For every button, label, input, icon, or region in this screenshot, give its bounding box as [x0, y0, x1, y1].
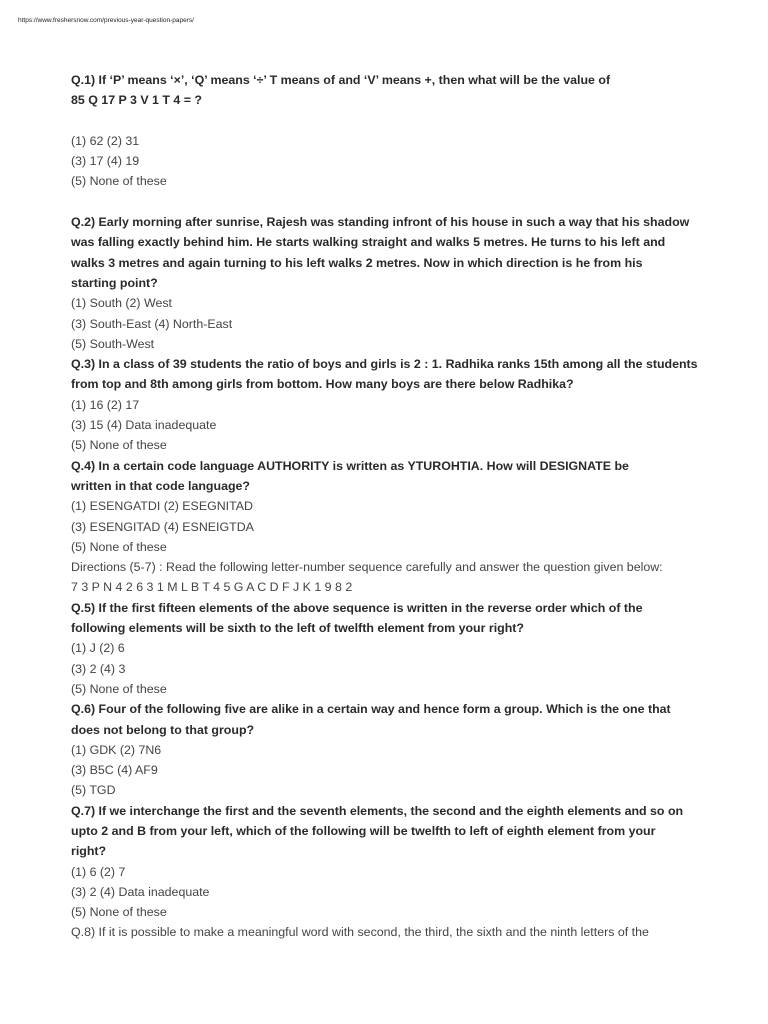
question-line: Q.7) If we interchange the first and the seventh elements, the second and the eighth elements and so on [71, 803, 684, 818]
question-line: Q.6) Four of the following five are alike in a certain way and hence form a group. Which is the one that [71, 702, 671, 717]
text-line: (3) 2 (4) 3 [71, 661, 126, 676]
page-url: https://www.freshersnow.com/previous-year-question-papers/ [18, 17, 194, 24]
text-line: (3) B5C (4) AF9 [71, 763, 158, 778]
question-line: was falling exactly behind him. He starts walking straight and walks 5 metres. He turns to his left and [71, 235, 666, 250]
question-line: Q.3) In a class of 39 students the ratio of boys and girls is 2 : 1. Radhika ranks 15th among all the students [71, 357, 698, 372]
blank-line [71, 192, 701, 212]
question-line: 85 Q 17 P 3 V 1 T 4 = ? [71, 93, 202, 108]
question-line: written in that code language? [71, 478, 250, 493]
text-line: (5) TGD [71, 783, 116, 798]
text-line: Q.8) If it is possible to make a meaningful word with second, the third, the sixth and the ninth letters of the [71, 925, 649, 940]
text-line: (3) 2 (4) Data inadequate [71, 884, 210, 899]
question-line: Q.2) Early morning after sunrise, Rajesh was standing infront of his house in such a way that his shadow [71, 215, 690, 230]
text-line: (5) None of these [71, 174, 167, 189]
question-line: does not belong to that group? [71, 722, 255, 737]
question-line: following elements will be sixth to the left of twelfth element from your right? [71, 621, 524, 636]
text-line: (1) GDK (2) 7N6 [71, 742, 162, 757]
question-line: walks 3 metres and again turning to his left walks 2 metres. Now in which direction is he from his [71, 255, 643, 270]
blank-line [71, 111, 701, 131]
question-content [71, 70, 701, 943]
text-line: (5) None of these [71, 681, 167, 696]
text-line: (1) 6 (2) 7 [71, 864, 126, 879]
question-line: Q.5) If the first fifteen elements of the above sequence is written in the reverse order which of the [71, 600, 643, 615]
text-line: (5) None of these [71, 438, 167, 453]
question-line: starting point? [71, 275, 158, 290]
question-line: right? [71, 844, 107, 859]
text-line: (3) 15 (4) Data inadequate [71, 418, 217, 433]
text-line: (1) ESENGATDI (2) ESEGNITAD [71, 499, 253, 514]
question-line: Q.1) If ‘P’ means ‘×’, ‘Q’ means ‘÷’ T means of and ‘V’ means +, then what will be the value of [71, 73, 611, 87]
text-line: (1) J (2) 6 [71, 641, 125, 656]
text-line: (5) None of these [71, 905, 167, 920]
text-line: (5) South-West [71, 336, 155, 351]
question-line: Q.4) In a certain code language AUTHORITY is written as YTUROHTIA. How will DESIGNATE be [71, 458, 629, 473]
text-line: (1) South (2) West [71, 296, 172, 311]
question-line: upto 2 and B from your left, which of the following will be twelfth to left of eighth element from your [71, 823, 656, 838]
text-line: 7 3 P N 4 2 6 3 1 M L B T 4 5 G A C D F J K 1 9 8 2 [71, 580, 353, 595]
text-line: Directions (5-7) : Read the following letter-number sequence carefully and answer the question given below: [71, 560, 663, 575]
text-line: (3) South-East (4) North-East [71, 316, 233, 331]
question-line: from top and 8th among girls from bottom. How many boys are there below Radhika? [71, 377, 574, 392]
text-line: (3) ESENGITAD (4) ESNEIGTDA [71, 519, 254, 534]
text-line: (1) 62 (2) 31 [71, 133, 140, 148]
text-line: (5) None of these [71, 539, 167, 554]
text-line: (1) 16 (2) 17 [71, 397, 140, 412]
text-line: (3) 17 (4) 19 [71, 154, 140, 169]
